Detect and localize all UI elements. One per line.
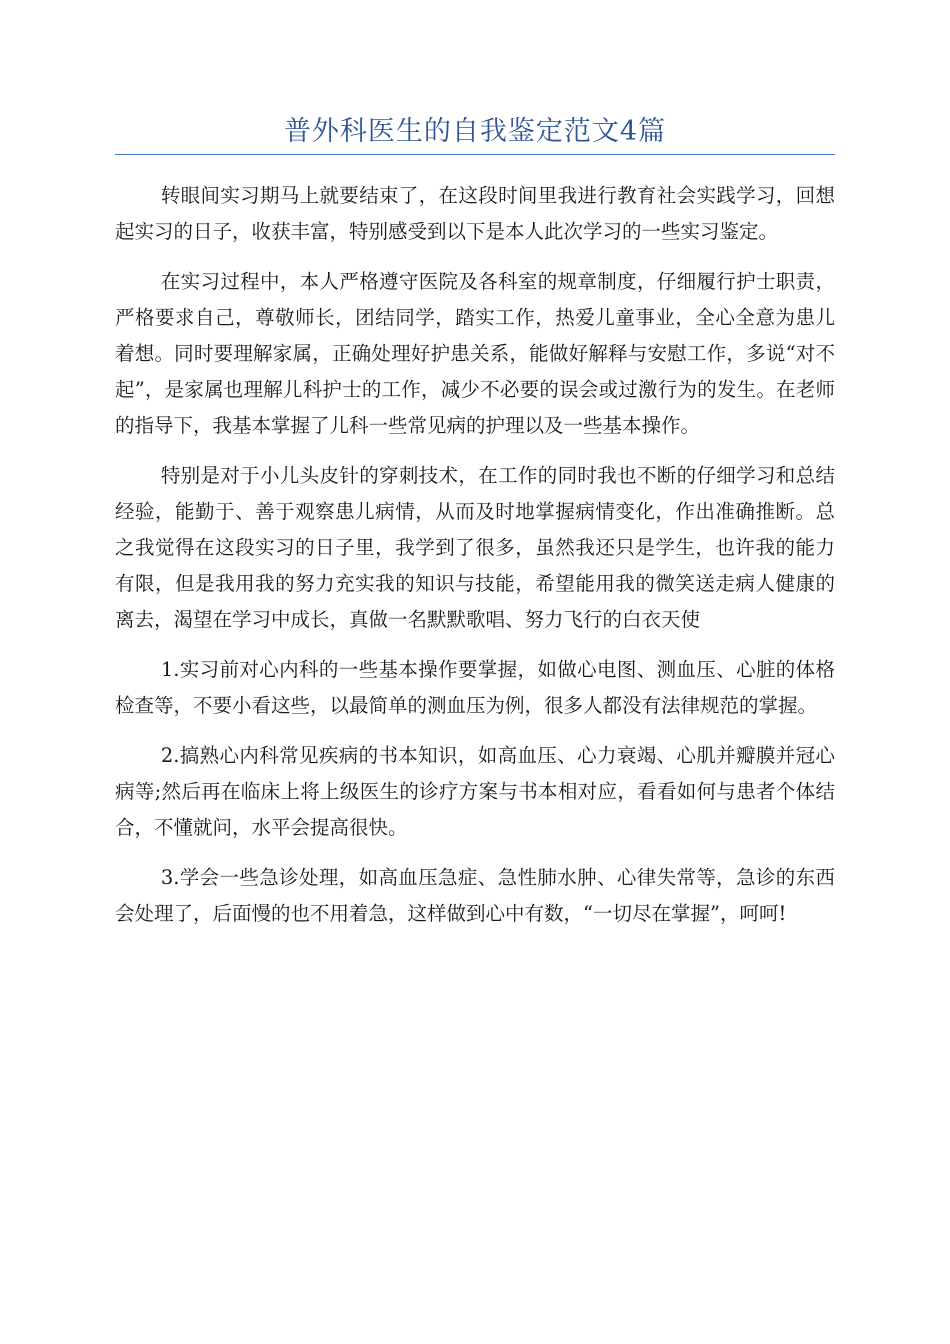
paragraph-item-3: 3.学会一些急诊处理，如高血压急症、急性肺水肿、心律失常等，急诊的东西会处理了，后面慢的也不用着急，这样做到心中有数，“一切尽在掌握”，呵呵!: [115, 866, 835, 925]
paragraph-intro: 转眼间实习期马上就要结束了，在这段时间里我进行教育社会实践学习，回想起实习的日子，收获丰富，特别感受到以下是本人此次学习的一些实习鉴定。: [115, 184, 835, 243]
paragraph-item-2: 2.搞熟心内科常见疾病的书本知识，如高血压、心力衰竭、心肌并瓣膜并冠心病等;然后再在临床上将上级医生的诊疗方案与书本相对应，看看如何与患者个体结合，不懂就问，水平会提高很快。: [115, 744, 835, 839]
title-underline: [115, 154, 835, 155]
paragraph-item-1: 1.实习前对心内科的一些基本操作要掌握，如做心电图、测血压、心脏的体格检查等，不要小看这些，以最简单的测血压为例，很多人都没有法律规范的掌握。: [115, 658, 835, 717]
paragraph-internship-process: 在实习过程中，本人严格遵守医院及各科室的规章制度，仔细履行护士职责，严格要求自己，尊敬师长，团结同学，踏实工作，热爱儿童事业，全心全意为患儿着想。同时要理解家属，正确处理好护患关系，能做好解释与安慰工作，多说“对不起”，是家属也理解儿科护士的工作，减少不必要的误会或过激行为的发生。在老师的指导下，我基本掌握了儿科一些常见病的护理以及一些基本操作。: [115, 270, 835, 437]
document-title: 普外科医生的自我鉴定范文4篇: [283, 116, 667, 147]
paragraph-scalp-needle: 特别是对于小儿头皮针的穿刺技术，在工作的同时我也不断的仔细学习和总结经验，能勤于、善于观察患儿病情，从而及时地掌握病情变化，作出准确推断。总之我觉得在这段实习的日子里，我学到了很多，虽然我还只是学生，也许我的能力有限，但是我用我的努力充实我的知识与技能，希望能用我的微笑送走病人健康的离去，渴望在学习中成长，真做一名默默歌唱、努力飞行的白衣天使: [115, 464, 835, 631]
document-body: [115, 178, 835, 946]
